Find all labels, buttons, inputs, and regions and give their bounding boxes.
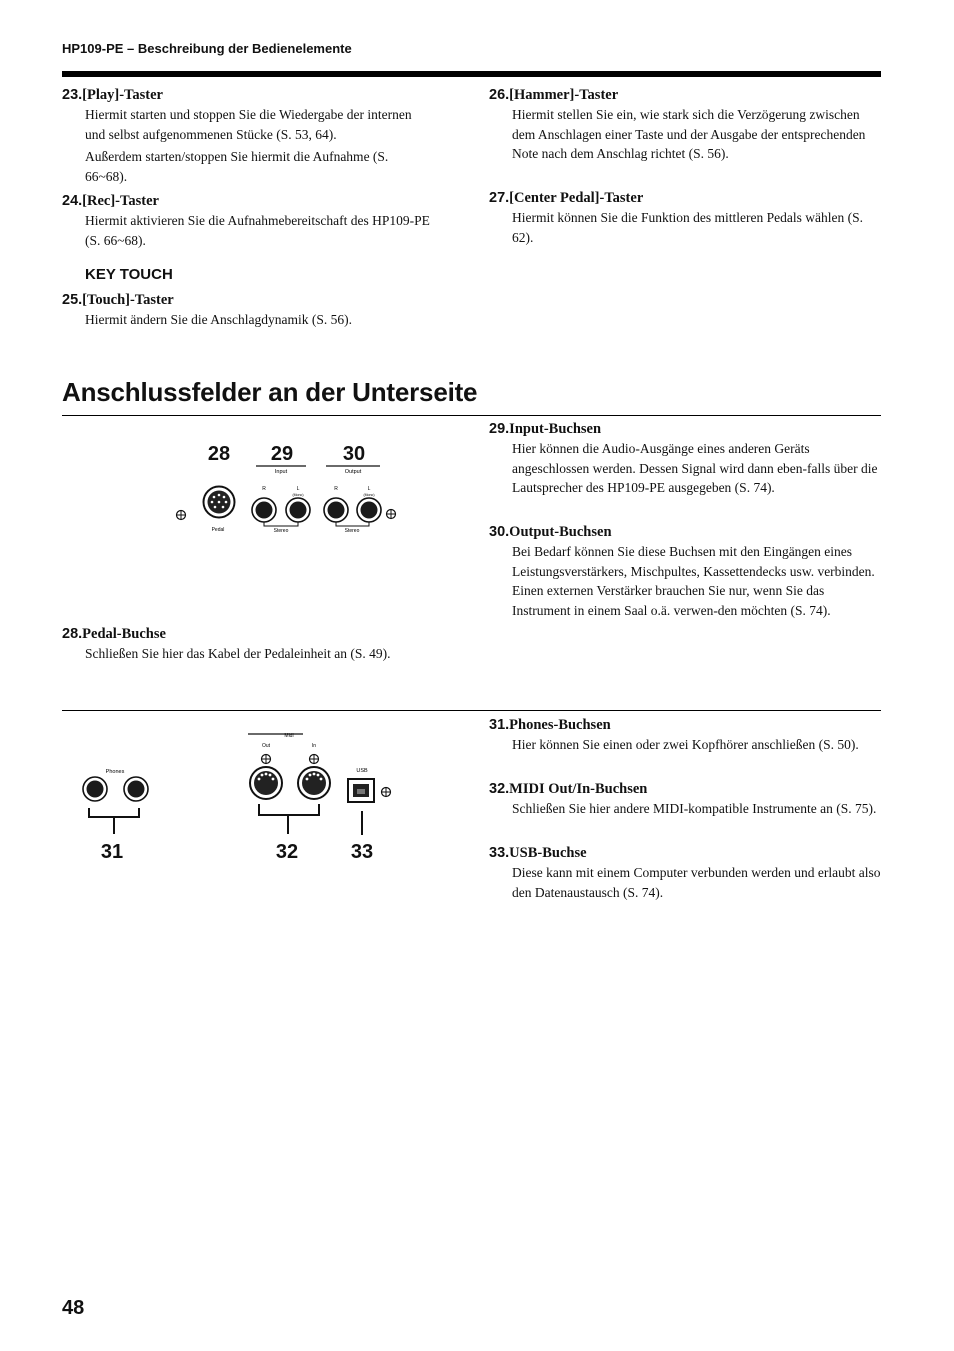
- item-number: 24.: [62, 193, 83, 209]
- item-title: Input-Buchsen: [509, 421, 602, 437]
- input-r-label: R: [262, 486, 266, 492]
- screw-icon: [262, 755, 271, 764]
- screw-icon: [177, 511, 186, 520]
- header-rule: [62, 71, 881, 77]
- callout-30: 30: [342, 443, 366, 465]
- item-text: Hiermit können Sie die Funktion des mittleren Pedals wählen (S. 62).: [512, 210, 863, 245]
- page-header: HP109-PE – Beschreibung der Bedienelemente: [62, 41, 352, 56]
- section-rule: [62, 415, 881, 416]
- callout-32: 32: [275, 841, 299, 863]
- usb-port-icon: [348, 779, 374, 802]
- item-32: [489, 780, 881, 819]
- item-number: 30.: [489, 524, 510, 540]
- output-l-jack-icon: [357, 498, 381, 522]
- item-title: [Hammer]-Taster: [509, 87, 619, 103]
- item-title: Phones-Buchsen: [509, 717, 611, 733]
- screw-icon: [310, 755, 319, 764]
- output-mono-label: (Mono): [363, 493, 375, 497]
- midi-out-jack-icon: [250, 767, 282, 799]
- callout-29: 29: [270, 443, 294, 465]
- input-mono-label: (Mono): [292, 493, 304, 497]
- input-label: Input: [274, 469, 288, 475]
- item-27: [489, 189, 881, 247]
- pedal-jack-icon: [204, 487, 235, 518]
- item-25: [62, 291, 432, 330]
- midi-in-jack-icon: [298, 767, 330, 799]
- output-r-label: R: [334, 486, 338, 492]
- screw-icon: [387, 510, 396, 519]
- item-29: [489, 420, 881, 498]
- jacks-diagram-pedal-input-output: [170, 435, 410, 540]
- output-l-label: L: [367, 486, 371, 492]
- pedal-label: Pedal: [211, 527, 225, 533]
- item-24: [62, 192, 432, 250]
- item-number: 23.: [62, 87, 83, 103]
- usb-label: USB: [356, 768, 368, 774]
- item-text: Diese kann mit einem Computer verbunden werden und erlaubt also den Datenaustausch (S. 74).: [512, 865, 881, 900]
- item-title: [Play]-Taster: [82, 87, 163, 103]
- midi-in-label: In: [311, 743, 317, 749]
- item-31: [489, 716, 881, 755]
- item-text: Bei Bedarf können Sie diese Buchsen mit den Eingängen eines Leistungsverstärkers, Mischpultes, Kassettendecks usw. verbinden. Einen externen Verstärker brauchen Sie nur, wenn Sie das Instrument in einem Saal o.ä. verwen-den möchten (S. 74).: [512, 544, 875, 618]
- item-text: Schließen Sie hier andere MIDI-kompatible Instrumente an (S. 75).: [512, 801, 877, 816]
- item-number: 29.: [489, 421, 510, 437]
- midi-out-label: Out: [261, 743, 271, 749]
- item-text: Hiermit ändern Sie die Anschlagdynamik (S. 56).: [85, 312, 352, 327]
- item-title: USB-Buchse: [509, 845, 587, 861]
- item-title: [Center Pedal]-Taster: [509, 190, 644, 206]
- item-text: Hiermit stellen Sie ein, wie stark sich die Verzögerung zwischen dem Anschlagen einer Taste und der Ausgabe der entsprechenden Note nach dem Anschlag richtet (S. 56).: [512, 107, 866, 161]
- section-divider: [62, 710, 881, 711]
- item-text: Hiermit aktivieren Sie die Aufnahmebereitschaft des HP109-PE (S. 66~68).: [85, 213, 430, 248]
- output-r-jack-icon: [324, 498, 348, 522]
- item-23: [62, 86, 432, 186]
- item-title: Pedal-Buchse: [82, 626, 166, 642]
- input-r-jack-icon: [252, 498, 276, 522]
- item-title: MIDI Out/In-Buchsen: [509, 781, 648, 797]
- output-stereo-label: Stereo: [344, 528, 360, 534]
- item-33: [489, 844, 881, 902]
- item-title: Output-Buchsen: [509, 524, 612, 540]
- item-text: Außerdem starten/stoppen Sie hiermit die Aufnahme (S. 66~68).: [85, 149, 389, 184]
- item-text: Hier können die Audio-Ausgänge eines anderen Geräts angeschlossen werden. Dessen Signal wird dann eben-falls über die Lautsprecher des HP109-PE ausgegeben (S. 74).: [512, 441, 878, 495]
- callout-33: 33: [350, 841, 374, 863]
- callout-31: 31: [100, 841, 124, 863]
- input-l-jack-icon: [286, 498, 310, 522]
- phones-label: Phones: [105, 769, 125, 775]
- item-number: 31.: [489, 717, 510, 733]
- section-title: Anschlussfelder an der Unterseite: [62, 377, 478, 407]
- item-text: Schließen Sie hier das Kabel der Pedaleinheit an (S. 49).: [85, 646, 391, 661]
- screw-icon: [382, 788, 391, 797]
- item-26: [489, 86, 881, 164]
- item-number: 26.: [489, 87, 510, 103]
- item-number: 33.: [489, 845, 510, 861]
- input-l-label: L: [296, 486, 300, 492]
- item-number: 27.: [489, 190, 510, 206]
- item-number: 32.: [489, 781, 510, 797]
- item-number: 25.: [62, 292, 83, 308]
- item-28: [62, 625, 472, 664]
- phones-jack-2-icon: [124, 777, 148, 801]
- item-title: [Rec]-Taster: [82, 193, 159, 209]
- midi-label: Midi: [284, 733, 294, 739]
- item-text: Hier können Sie einen oder zwei Kopfhörer anschließen (S. 50).: [512, 737, 859, 752]
- item-title: [Touch]-Taster: [82, 292, 174, 308]
- subheading-key-touch: KEY TOUCH: [85, 266, 173, 283]
- item-30: [489, 523, 881, 620]
- jacks-diagram-phones-midi-usb: [75, 725, 405, 870]
- item-text: Hiermit starten und stoppen Sie die Wiedergabe der internen und selbst aufgenommenen Stücke (S. 53, 64).: [85, 107, 412, 142]
- callout-28: 28: [207, 443, 231, 465]
- item-number: 28.: [62, 626, 83, 642]
- output-label: Output: [344, 469, 362, 475]
- page-number: 48: [62, 1297, 85, 1319]
- input-stereo-label: Stereo: [273, 528, 289, 534]
- phones-jack-1-icon: [83, 777, 107, 801]
